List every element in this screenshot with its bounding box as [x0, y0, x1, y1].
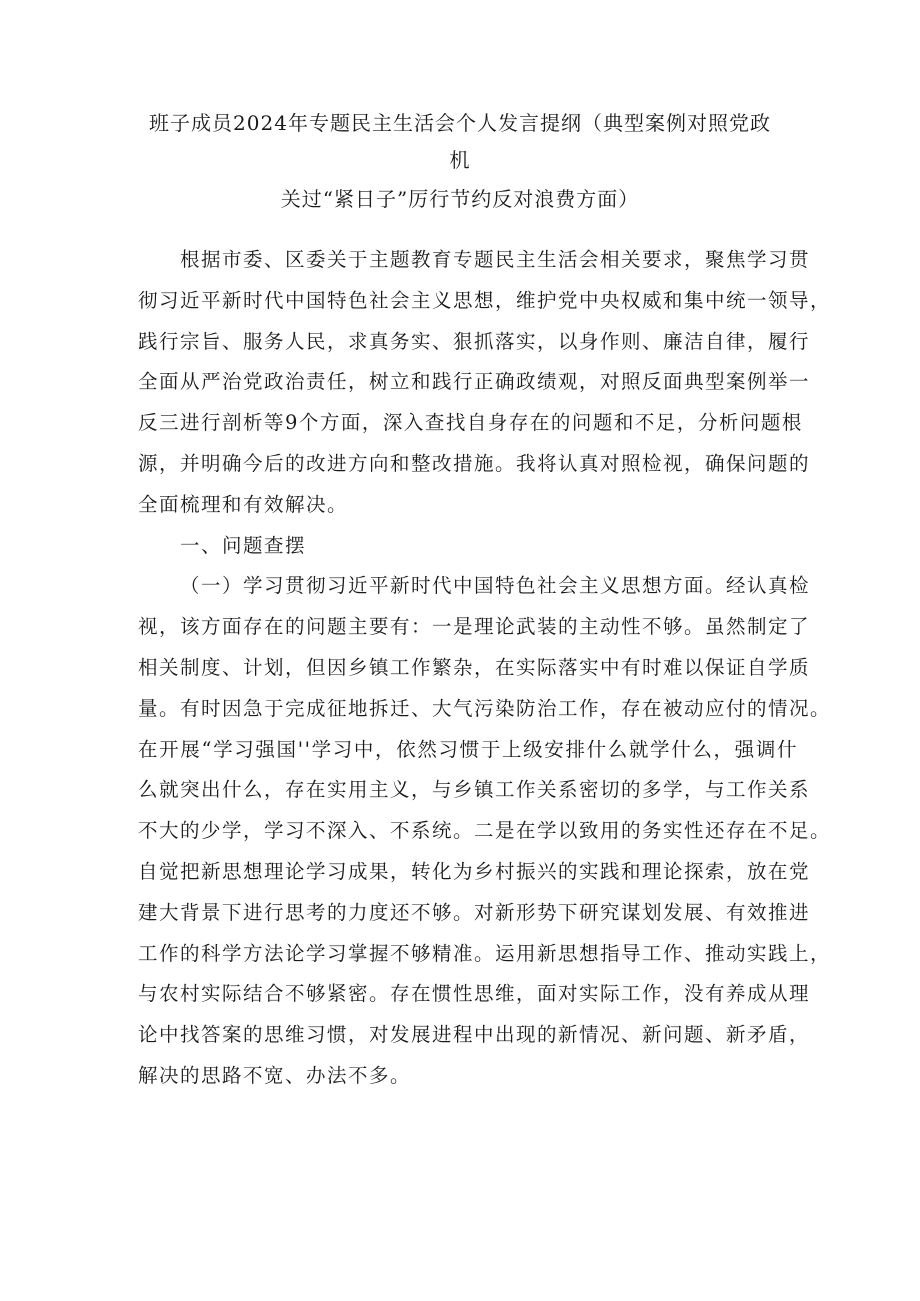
paragraph-line: 量。有时因急于完成征地拆迁、大气污染防治工作，存在被动应付的情况。 [138, 696, 832, 720]
paragraph-line: 解决的思路不宽、办法不多。 [138, 1063, 412, 1087]
paragraph-line: 相关制度、计划，但因乡镇工作繁杂，在实际落实中有时难以保证自学质 [138, 655, 811, 679]
paragraph-line: 自觉把新思想理论学习成果，转化为乡村振兴的实践和理论探索，放在党 [138, 859, 811, 883]
paragraph-line: 源，并明确今后的改进方向和整改措施。我将认真对照检视，确保问题的 [138, 451, 811, 475]
title-line-3: 关过“紧日子”厉行节约反对浪费方面） [280, 187, 640, 211]
paragraph-line: 全面梳理和有效解决。 [138, 492, 349, 516]
paragraph-line: 在开展“学习强国''学习中，依然习惯于上级安排什么就学什么，强调什 [138, 737, 798, 761]
paragraph-line: 与农村实际结合不够紧密。存在惯性思维，面对实际工作，没有养成从理 [138, 982, 811, 1006]
paragraph-line: 反三进行剖析等9个方面，深入查找自身存在的问题和不足，分析问题根 [138, 411, 803, 435]
paragraph-line: 根据市委、区委关于主题教育专题民主生活会相关要求，聚焦学习贯 [180, 248, 811, 271]
paragraph-line: 论中找答案的思维习惯，对发展进程中出现的新情况、新问题、新矛盾， [138, 1023, 811, 1047]
title-line-1: 班子成员2024年专题民主生活会个人发言提纲（典型案例对照党政 [149, 111, 771, 135]
title-line-2: 机 [449, 148, 471, 172]
paragraph-line: 践行宗旨、服务人民，求真务实、狠抓落实，以身作则、廉洁自律，履行 [138, 329, 811, 353]
paragraph-line: 彻习近平新时代中国特色社会主义思想，维护党中央权威和集中统一领导， [138, 288, 832, 312]
section-one-paragraph [138, 566, 832, 1096]
paragraph-line: 么就突出什么，存在实用主义，与乡镇工作关系密切的多学，与工作关系 [138, 778, 811, 802]
paragraph-line: 建大背景下进行思考的力度还不够。对新形势下研究谋划发展、有效推进 [138, 900, 811, 924]
document-title [120, 104, 800, 218]
intro-paragraph [138, 240, 832, 526]
document-body [138, 240, 832, 1097]
paragraph-line: 视，该方面存在的问题主要有：一是理论武装的主动性不够。虽然制定了 [138, 615, 811, 639]
paragraph-line: 不大的少学，学习不深入、不系统。二是在学以致用的务实性还存在不足。 [138, 819, 832, 843]
paragraph-line: 工作的科学方法论学习掌握不够精准。运用新思想指导工作、推动实践上， [138, 941, 832, 965]
paragraph-line: （一）学习贯彻习近平新时代中国特色社会主义思想方面。经认真检 [180, 574, 811, 598]
section-heading: 一、问题查摆 [180, 533, 307, 557]
paragraph-line: 全面从严治党政治责任，树立和践行正确政绩观，对照反面典型案例举一 [138, 370, 811, 394]
